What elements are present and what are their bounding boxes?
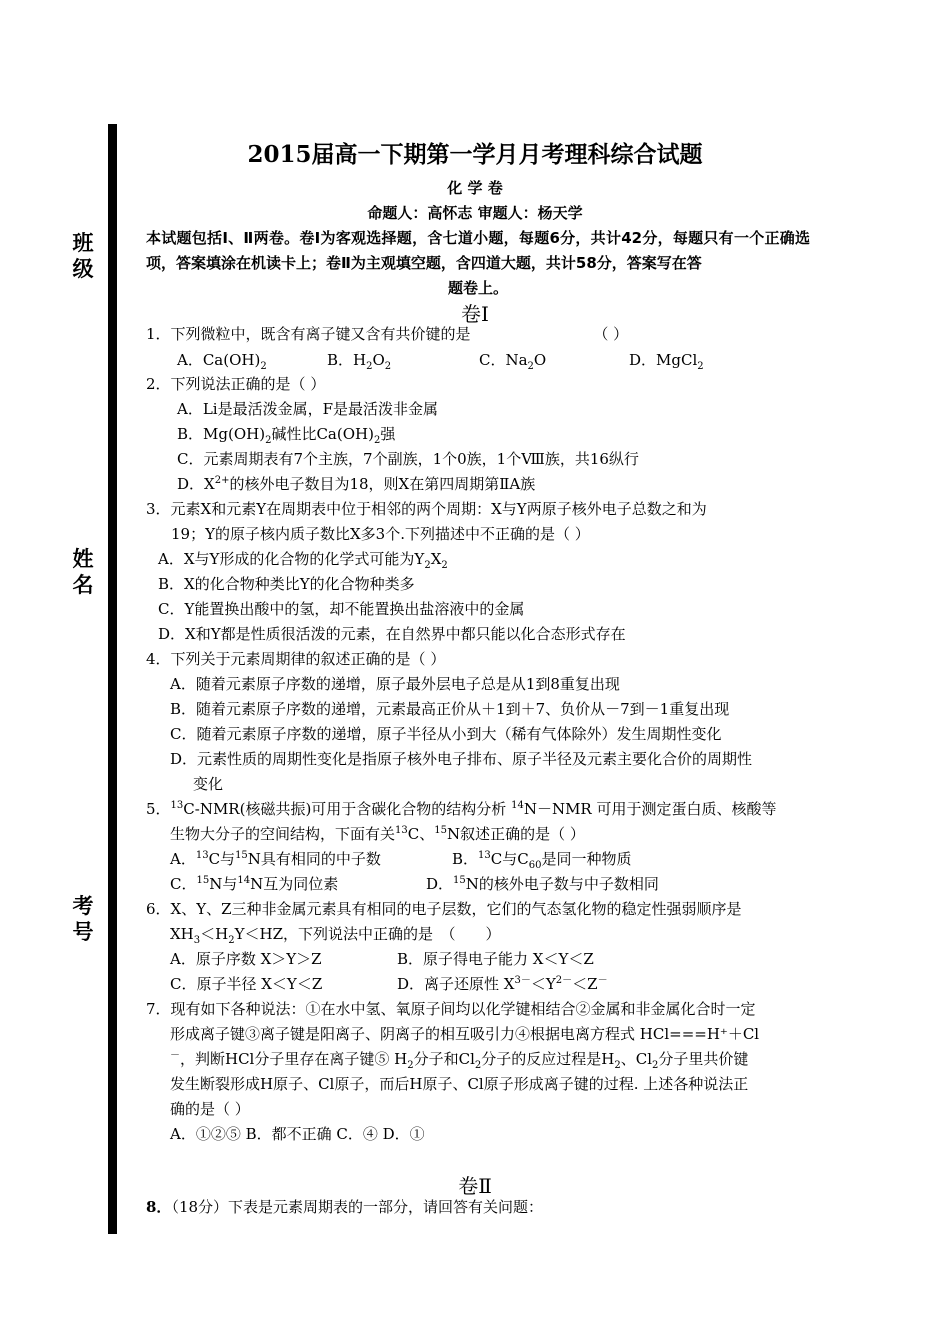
question-2: 2．下列说法正确的是（ ） [146,375,326,393]
q5-option-b: B．$^{13}$C与$C_{60}$是同一种物质 [452,850,632,871]
binding-margin-bar [108,124,117,1234]
authors-line: 命题人：高怀志 审题人：杨天学 [367,204,583,222]
question-6: 6．X、Y、Z三种非金属元素具有相同的电子层数，它们的气态氢化物的稳定性强弱顺序是 [146,900,742,918]
q5-options-ab [170,847,631,872]
q1-option-d: D．MgCl$_2$ [629,351,704,372]
question-7: 7．现有如下各种说法：①在水中氢、氧原子间均以化学键相结合②金属和非金属化合时一定 [146,1000,756,1018]
q6-options-cd [170,972,608,997]
q5-option-c: C．$^{15}$N与$^{14}$N互为同位素 [170,875,339,893]
question-6-cont: $XH_3<H_2Y<HZ$，下列说法中正确的是 （ ） [170,925,501,946]
question-4: 4．下列关于元素周期律的叙述正确的是（ ） [146,650,446,668]
class-label: 班级 [72,231,94,281]
question-3-cont: 19；Y的原子核内质子数比X多3个.下列描述中不正确的是（ ） [171,525,590,543]
q1-stem: 1．下列微粒中，既含有离子键又含有共价键的是 [146,325,471,343]
q4-option-b: B．随着元素原子序数的递增，元素最高正价从＋1到＋7、负价从－7到－1重复出现 [170,700,730,718]
q3-option-a: A．X与Y形成的化合物的化学式可能为$Y_2X_2$ [158,550,448,571]
q3-option-c: C．Y能置换出酸中的氢，却不能置换出盐溶液中的金属 [158,600,525,618]
q1-option-c: C．$Na_2O$ [479,351,547,372]
q6-options-ab [170,947,594,972]
q5-option-d: D．$^{15}$N的核外电子数与中子数相同 [426,875,659,893]
exam-title: 2015届高一下期第一学月月考理科综合试题 [247,141,703,168]
question-1 [146,322,628,347]
instructions-text: 本试题包括Ⅰ、Ⅱ两卷。卷Ⅰ为客观选择题，含七道小题，每题6分，共计42分，每题只有一个正确选项，答案填涂在机读卡上；卷Ⅱ为主观填空题，含四道大题，共计58分，答案写在答 [146,229,810,272]
instructions [146,226,810,301]
q8-number: 8． [146,1198,172,1216]
section-one-heading: 卷Ⅰ [461,302,489,326]
q2-option-c: C．元素周期表有7个主族，7个副族，1个0族，1个Ⅷ族，共16纵行 [177,450,639,468]
q2-option-d: D．$X^{2+}$的核外电子数目为18，则X在第四周期第ⅡA族 [177,475,536,493]
subject-label: 化 学 卷 [447,179,503,197]
q4-option-d: D．元素性质的周期性变化是指原子核外电子排布、原子半径及元素主要化合价的周期性 [170,750,753,768]
exam-number-label: 考号 [72,894,94,944]
q1-options [177,348,704,373]
q2-option-b: B．$Mg(OH)_2$碱性比$Ca(OH)_2$强 [177,425,396,446]
q6-option-b: B．原子得电子能力 X＜Y＜Z [397,950,594,968]
q8-stem: （18分）下表是元素周期表的一部分，请回答有关问题： [171,1198,544,1216]
q1-option-a: A．$Ca(OH)_2$ [177,351,267,372]
question-7-line2: 形成离子键③离子键是阳离子、阴离子的相互吸引力④根据电离方程式 HCl===H⁺＋Cl [170,1025,760,1043]
q7-options: A．①②⑤ B．都不正确 C．④ D．① [170,1125,425,1143]
q4-option-a: A．随着元素原子序数的递增，原子最外层电子总是从1到8重复出现 [170,675,620,693]
question-7-line5: 确的是（ ） [170,1100,250,1118]
q3-option-b: B．X的化合物种类比Y的化合物种类多 [158,575,415,593]
question-3: 3．元素X和元素Y在周期表中位于相邻的两个周期：X与Y两原子核外电子总数之和为 [146,500,707,518]
name-label: 姓名 [72,547,94,597]
q3-option-d: D．X和Y都是性质很活泼的元素，在自然界中都只能以化合态形式存在 [158,625,626,643]
q6-option-d: D．离子还原性 $X^{3-}<Y^{2-}<Z^-$ [397,975,608,993]
q6-option-c: C．原子半径 X＜Y＜Z [170,975,323,993]
question-5-cont: 生物大分子的空间结构，下面有关$^{13}$C、$^{15}$N叙述正确的是（ ） [170,825,585,843]
instructions-end: 题卷上。 [447,279,508,297]
q4-option-c: C．随着元素原子序数的递增，原子半径从小到大（稀有气体除外）发生周期性变化 [170,725,722,743]
section-two-heading: 卷Ⅱ [458,1174,492,1198]
question-7-line3: －，判断HCl分子里存在离子键⑤ $H_2$分子和$Cl_2$分子的反应过程是$H_2$、$Cl_2$分子里共价键 [170,1050,749,1071]
question-7-line4: 发生断裂形成H原子、Cl原子，而后H原子、Cl原子形成离子键的过程. 上述各种说法正 [170,1075,749,1093]
question-8 [146,1195,543,1220]
q5-options-cd [170,872,659,897]
q2-option-a: A．Li是最活泼金属，F是最活泼非金属 [177,400,439,418]
q1-blank: （ ） [593,325,629,343]
q6-option-a: A．原子序数 X＞Y＞Z [170,950,322,968]
q4-option-d-cont: 变化 [193,775,224,793]
question-5: 5．$^{13}$C-NMR(核磁共振)可用于含碳化合物的结构分析 $^{14}$N－NMR 可用于测定蛋白质、核酸等 [146,800,777,818]
q1-option-b: B．$H_2O_2$ [327,351,392,372]
q5-option-a: A．$^{13}$C与$^{15}$N具有相同的中子数 [170,850,381,868]
